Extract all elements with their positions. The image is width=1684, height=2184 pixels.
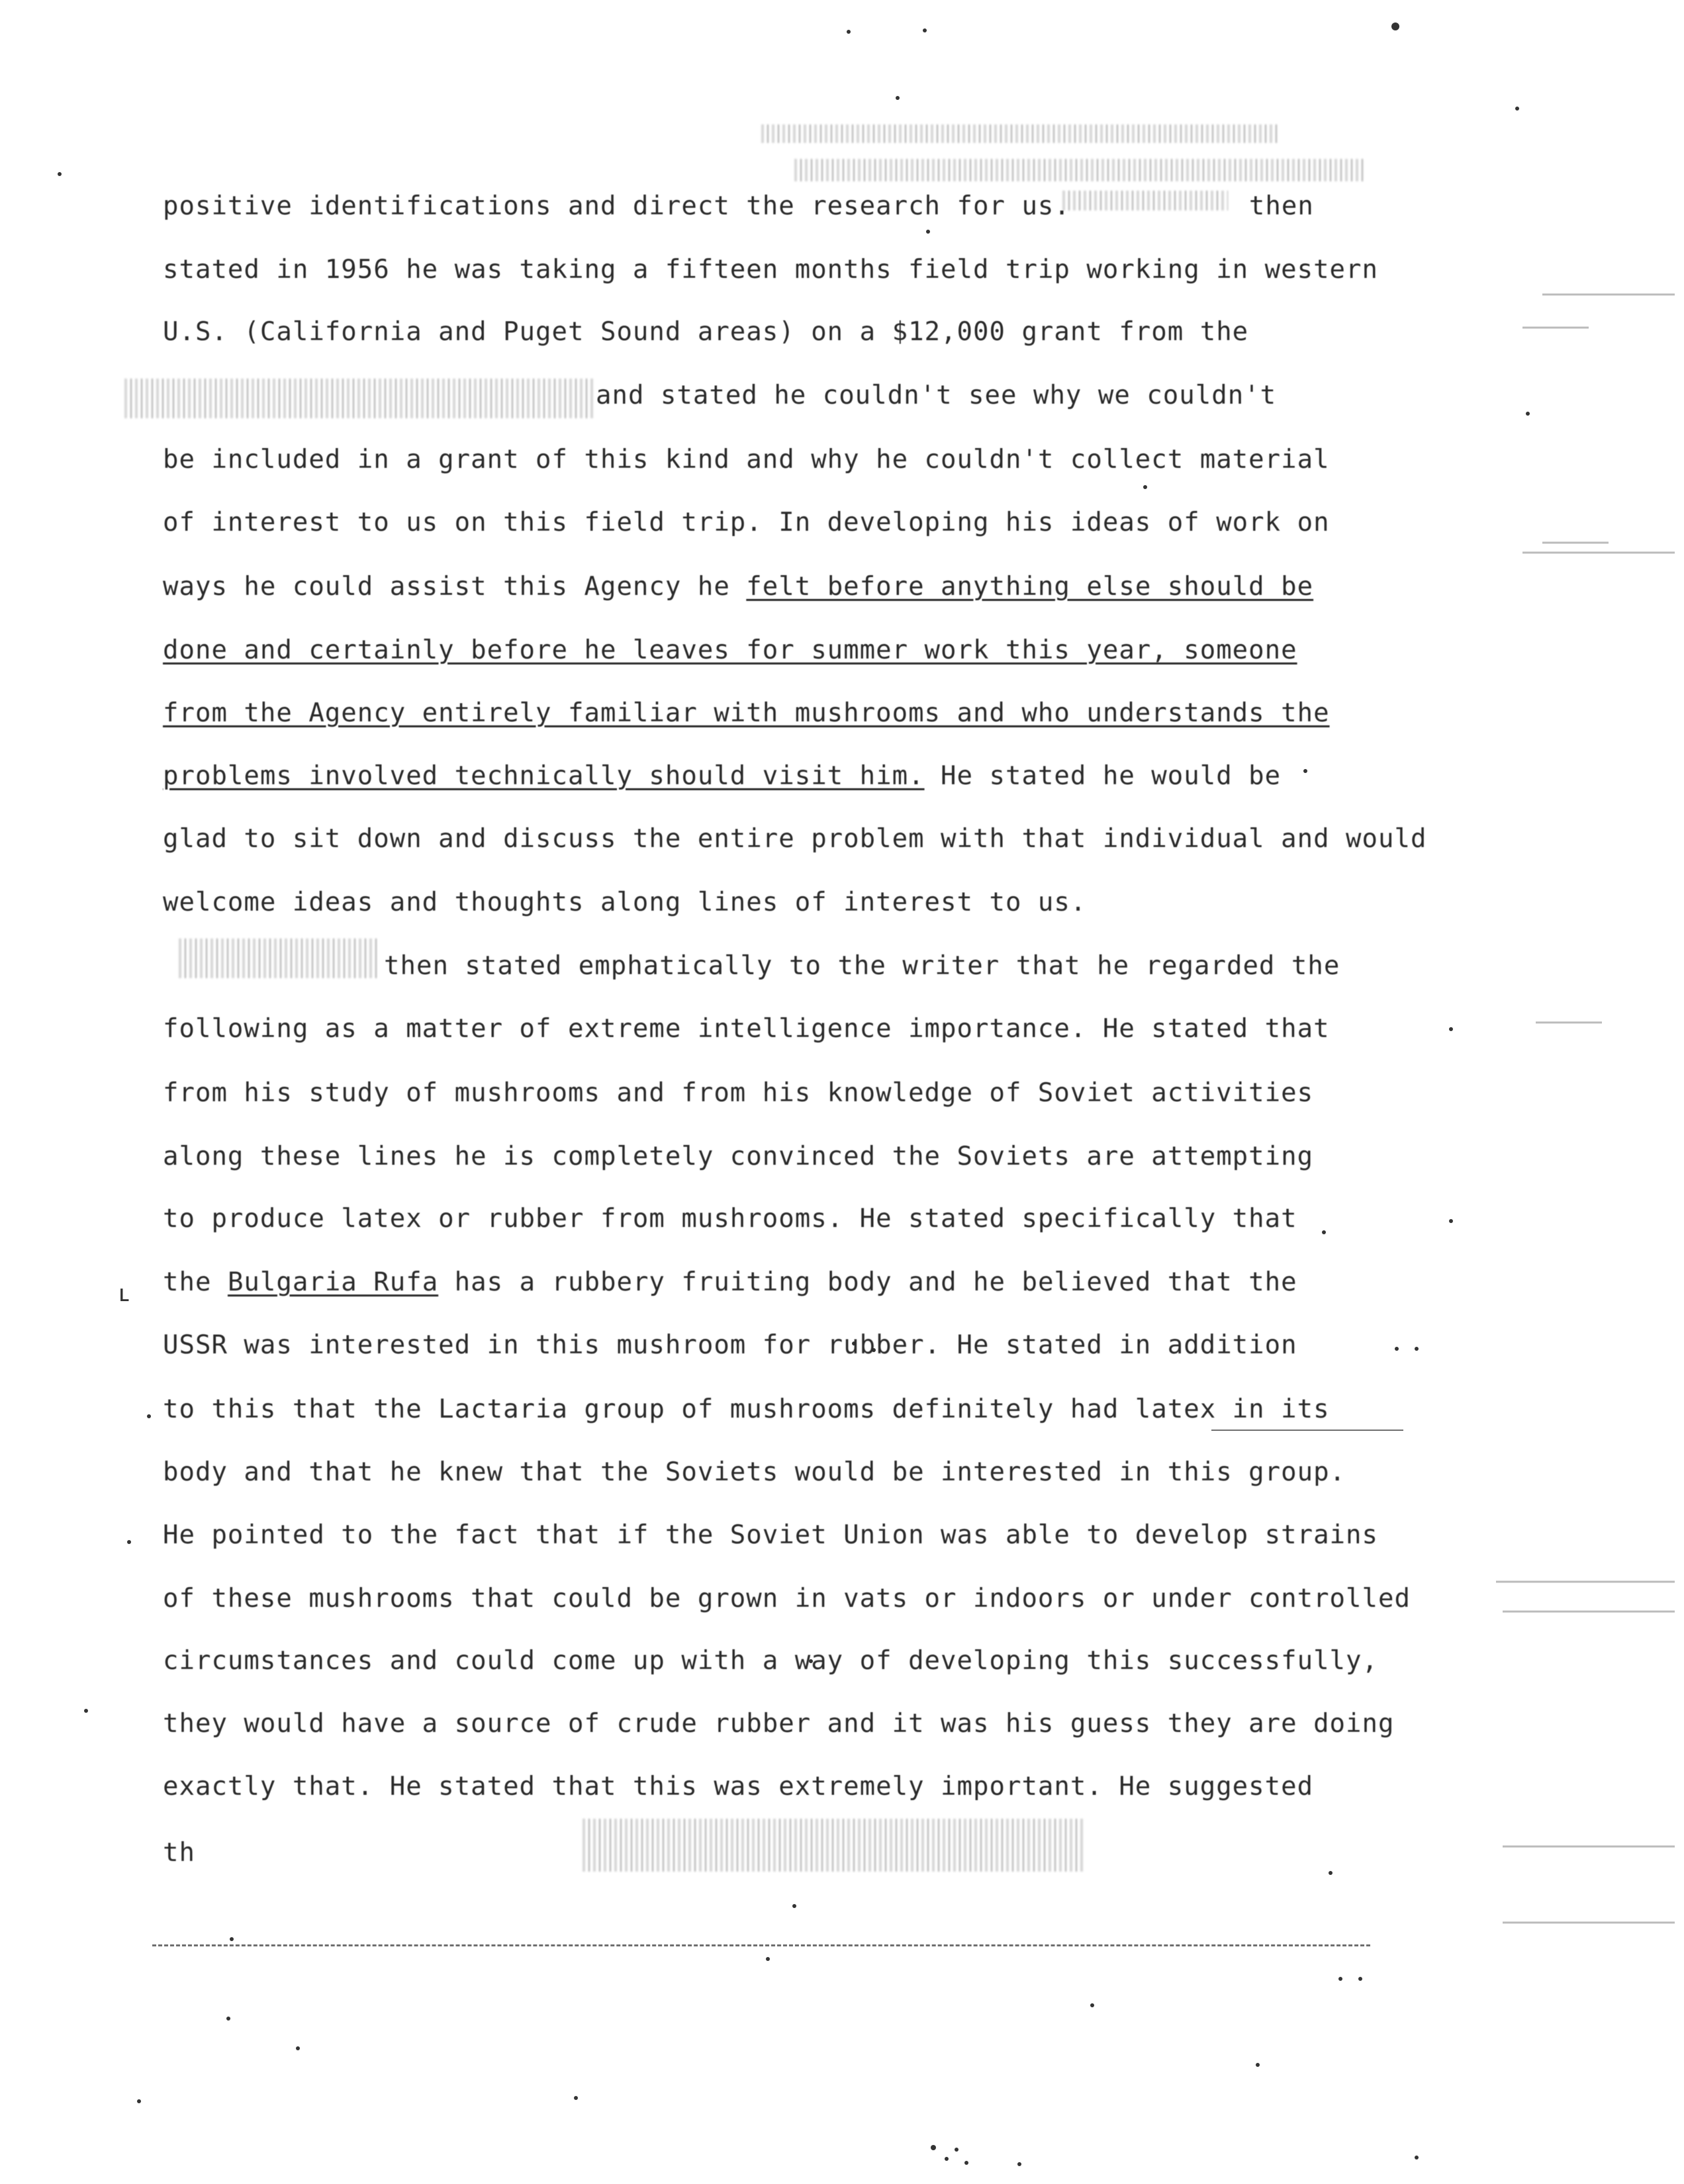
text-line-12: welcome ideas and thoughts along lines of interest to us. (163, 887, 1087, 917)
redaction-name-2 (179, 938, 377, 978)
text-line-06: of interest to us on this field trip. In developing his ideas of work on (163, 508, 1330, 537)
text-line-13: then stated emphatically to the writer that he regarded the (384, 951, 1340, 981)
text-line-15: from his study of mushrooms and from his knowledge of Soviet activities (163, 1078, 1314, 1108)
text-line-20: to this that the Lactaria group of mushrooms definitely had latex in its (163, 1394, 1330, 1424)
text-line-14: following as a matter of extreme intelligence importance. He stated that (163, 1014, 1330, 1044)
text-line-23: of these mushrooms that could be grown in vats or indoors or under controlled (163, 1584, 1411, 1614)
margin-underline (1211, 1430, 1403, 1431)
text-line-19: USSR was interested in this mushroom for rubber. He stated in addition (163, 1330, 1297, 1360)
redaction-grantor (124, 379, 594, 418)
text-line-26: exactly that. He stated that this was extremely important. He suggested (163, 1772, 1314, 1801)
bottom-dotted-rule (152, 1944, 1370, 1946)
text-line-24: circumstances and could come up with a way of developing this successfully, (163, 1646, 1378, 1676)
text-line-22: He pointed to the fact that if the Soviet Union was able to develop strains (163, 1520, 1378, 1550)
text-line-21: body and that he knew that the Soviets would be interested in this group. (163, 1457, 1346, 1487)
text-line-27: th (163, 1838, 195, 1868)
text-line-18: the Bulgaria Rufa has a rubbery fruiting body and he believed that the (163, 1267, 1297, 1297)
species-name: Bulgaria Rufa (227, 1267, 439, 1297)
redaction-top-right (761, 124, 1278, 143)
text-line-03: U.S. (California and Puget Sound areas) on a $12,000 grant from the (163, 317, 1249, 347)
text-line-05: be included in a grant of this kind and why he couldn't collect material (163, 445, 1330, 475)
text-line-08: done and certainly before he leaves for summer work this year, someone (163, 635, 1297, 665)
margin-tick-mark: ʟ (118, 1281, 132, 1307)
text-line-01: positive identifications and direct the research for us. then (163, 191, 1314, 221)
text-line-02: stated in 1956 he was taking a fifteen months field trip working in western (163, 255, 1378, 285)
text-line-09: from the Agency entirely familiar with mushrooms and who understands the (163, 698, 1330, 728)
text-line-04: and stated he couldn't see why we couldn't (596, 381, 1277, 410)
text-line-16: along these lines he is completely convinced the Soviets are attempting (163, 1142, 1314, 1171)
text-line-10: problems involved technically should visit him. He stated he would be (163, 761, 1282, 791)
redaction-top-right-2 (794, 159, 1364, 181)
text-line-07: ways he could assist this Agency he felt before anything else should be (163, 572, 1314, 602)
text-line-25: they would have a source of crude rubber and it was his guess they are doing (163, 1709, 1395, 1739)
redaction-bottom (583, 1819, 1086, 1872)
text-line-17: to produce latex or rubber from mushrooms. He stated specifically that (163, 1204, 1297, 1234)
text-line-11: glad to sit down and discuss the entire problem with that individual and would (163, 824, 1427, 854)
underlined-request: felt before anything else should be (746, 572, 1314, 602)
